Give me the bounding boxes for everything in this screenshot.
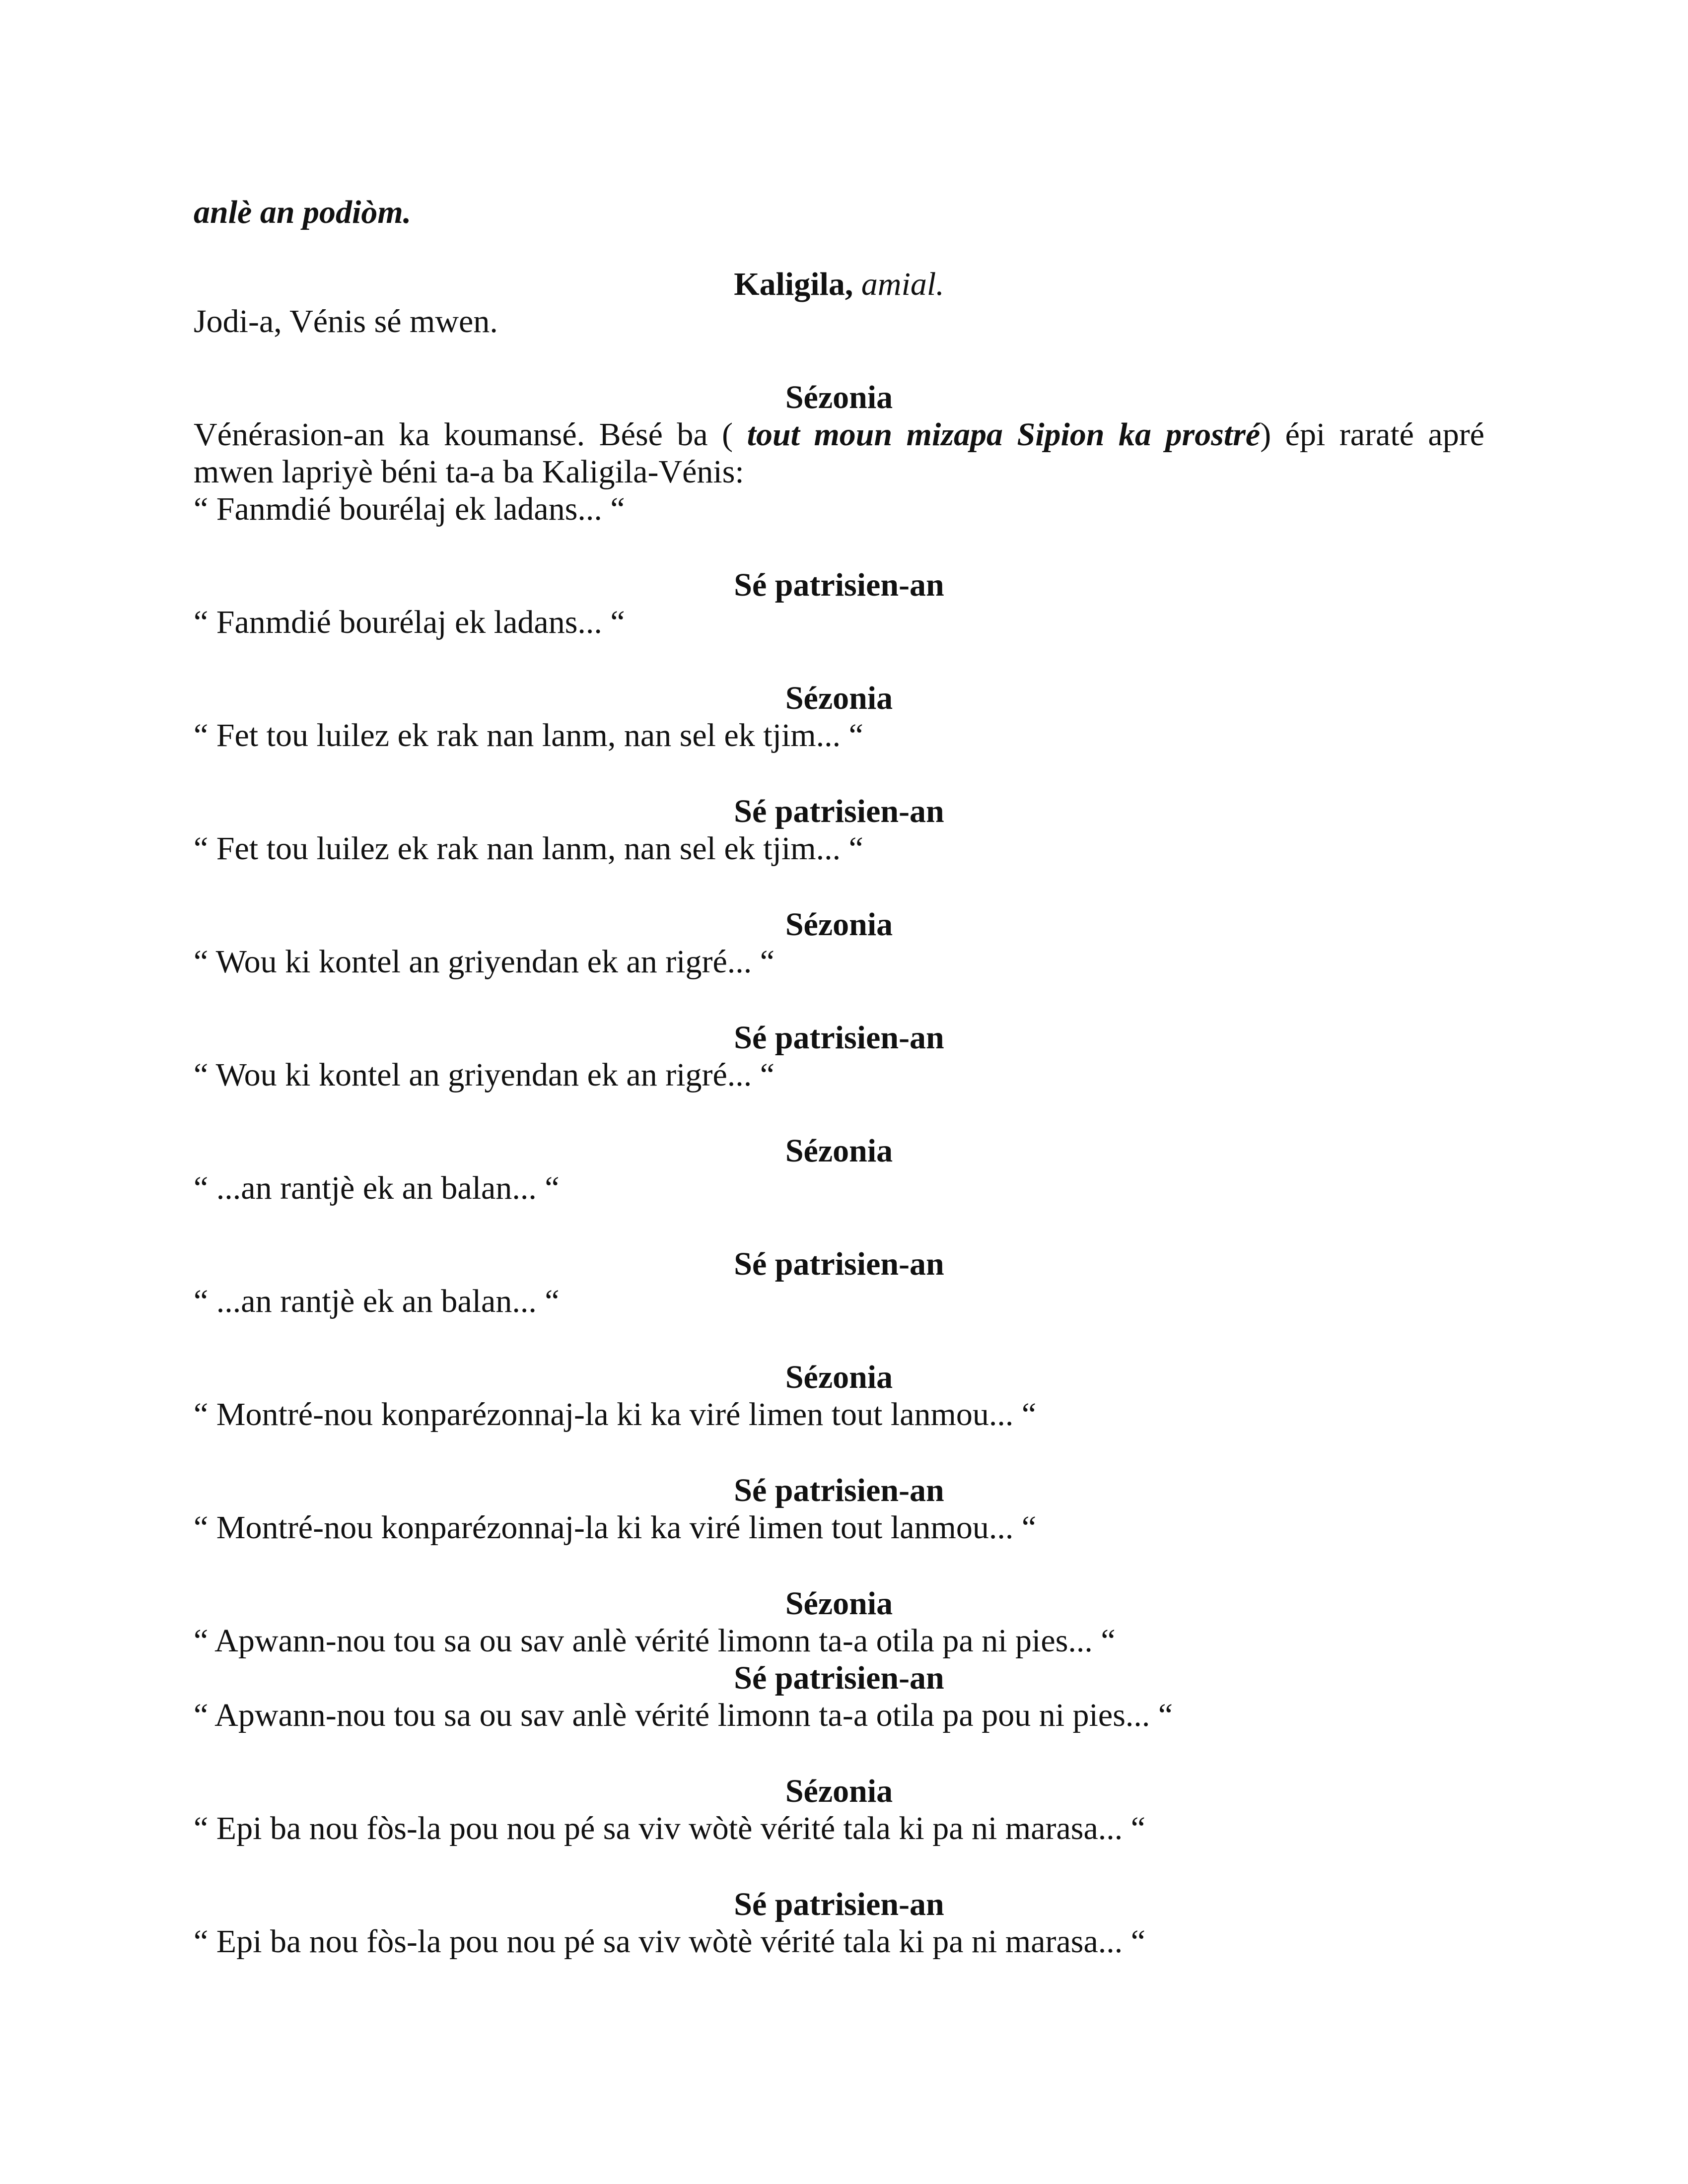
speaker-name: Sé patrisien-an xyxy=(734,1020,944,1056)
dialogue-paragraph xyxy=(194,416,1484,490)
speaker-name: Sé patrisien-an xyxy=(734,1246,944,1282)
speaker-name: Sé patrisien-an xyxy=(734,567,944,603)
dialogue-line: “ Fet tou luilez ek rak nan lanm, nan sel ek tjim... “ xyxy=(194,717,863,753)
dialogue-text: ) épi raraté apré mwen lapriyè béni ta-a ba Kaligila-Vénis: xyxy=(194,416,1484,490)
stage-direction: anlè an podiòm. xyxy=(194,194,412,230)
dialogue-line: “ Epi ba nou fòs-la pou nou pé sa viv wòtè vérité tala ki pa ni marasa... “ xyxy=(194,1810,1146,1846)
dialogue-line: “ Apwann-nou tou sa ou sav anlè vérité limonn ta-a otila pa ni pies... “ xyxy=(194,1623,1116,1659)
dialogue-line: “ Wou ki kontel an griyendan ek an rigré... “ xyxy=(194,944,775,980)
speaker-name: Sézonia xyxy=(785,1359,893,1395)
speaker-name: Sé patrisien-an xyxy=(734,793,944,829)
dialogue-line: “ ...an rantjè ek an balan... “ xyxy=(194,1283,560,1319)
speaker-name: Sézonia xyxy=(785,1133,893,1169)
speaker-name: Sé patrisien-an xyxy=(734,1472,944,1508)
dialogue-line: “ Wou ki kontel an griyendan ek an rigré... “ xyxy=(194,1057,775,1093)
speaker-name: Sézonia xyxy=(785,379,893,415)
inline-stage-direction: tout moun mizapa Sipion ka prostré xyxy=(747,416,1261,453)
script-page xyxy=(194,194,1484,1960)
dialogue-line: Jodi-a, Vénis sé mwen. xyxy=(194,303,498,340)
speaker-label: Kaligila, xyxy=(734,266,853,302)
speaker-stage-tag: amial. xyxy=(861,266,944,302)
speaker-name: Sé patrisien-an xyxy=(734,1660,944,1696)
dialogue-line: “ Epi ba nou fòs-la pou nou pé sa viv wòtè vérité tala ki pa ni marasa... “ xyxy=(194,1923,1146,1960)
dialogue-line: “ Fanmdié bourélaj ek ladans... “ xyxy=(194,491,625,527)
dialogue-line: “ Fet tou luilez ek rak nan lanm, nan sel ek tjim... “ xyxy=(194,830,863,867)
dialogue-line: “ ...an rantjè ek an balan... “ xyxy=(194,1170,560,1206)
speaker-name: Sézonia xyxy=(785,906,893,943)
speaker-name: Sézonia xyxy=(785,1773,893,1809)
dialogue-line: “ Montré-nou konparézonnaj-la ki ka viré limen tout lanmou... “ xyxy=(194,1396,1037,1433)
speaker-name: Sézonia xyxy=(785,1585,893,1622)
speaker-name xyxy=(194,266,1484,303)
speaker-name: Sé patrisien-an xyxy=(734,1886,944,1922)
dialogue-line: “ Fanmdié bourélaj ek ladans... “ xyxy=(194,604,625,640)
dialogue-line: “ Apwann-nou tou sa ou sav anlè vérité limonn ta-a otila pa pou ni pies... “ xyxy=(194,1697,1173,1733)
speaker-name: Sézonia xyxy=(785,680,893,716)
dialogue-text: Vénérasion-an ka koumansé. Bésé ba ( xyxy=(194,416,747,453)
dialogue-line: “ Montré-nou konparézonnaj-la ki ka viré limen tout lanmou... “ xyxy=(194,1509,1037,1546)
